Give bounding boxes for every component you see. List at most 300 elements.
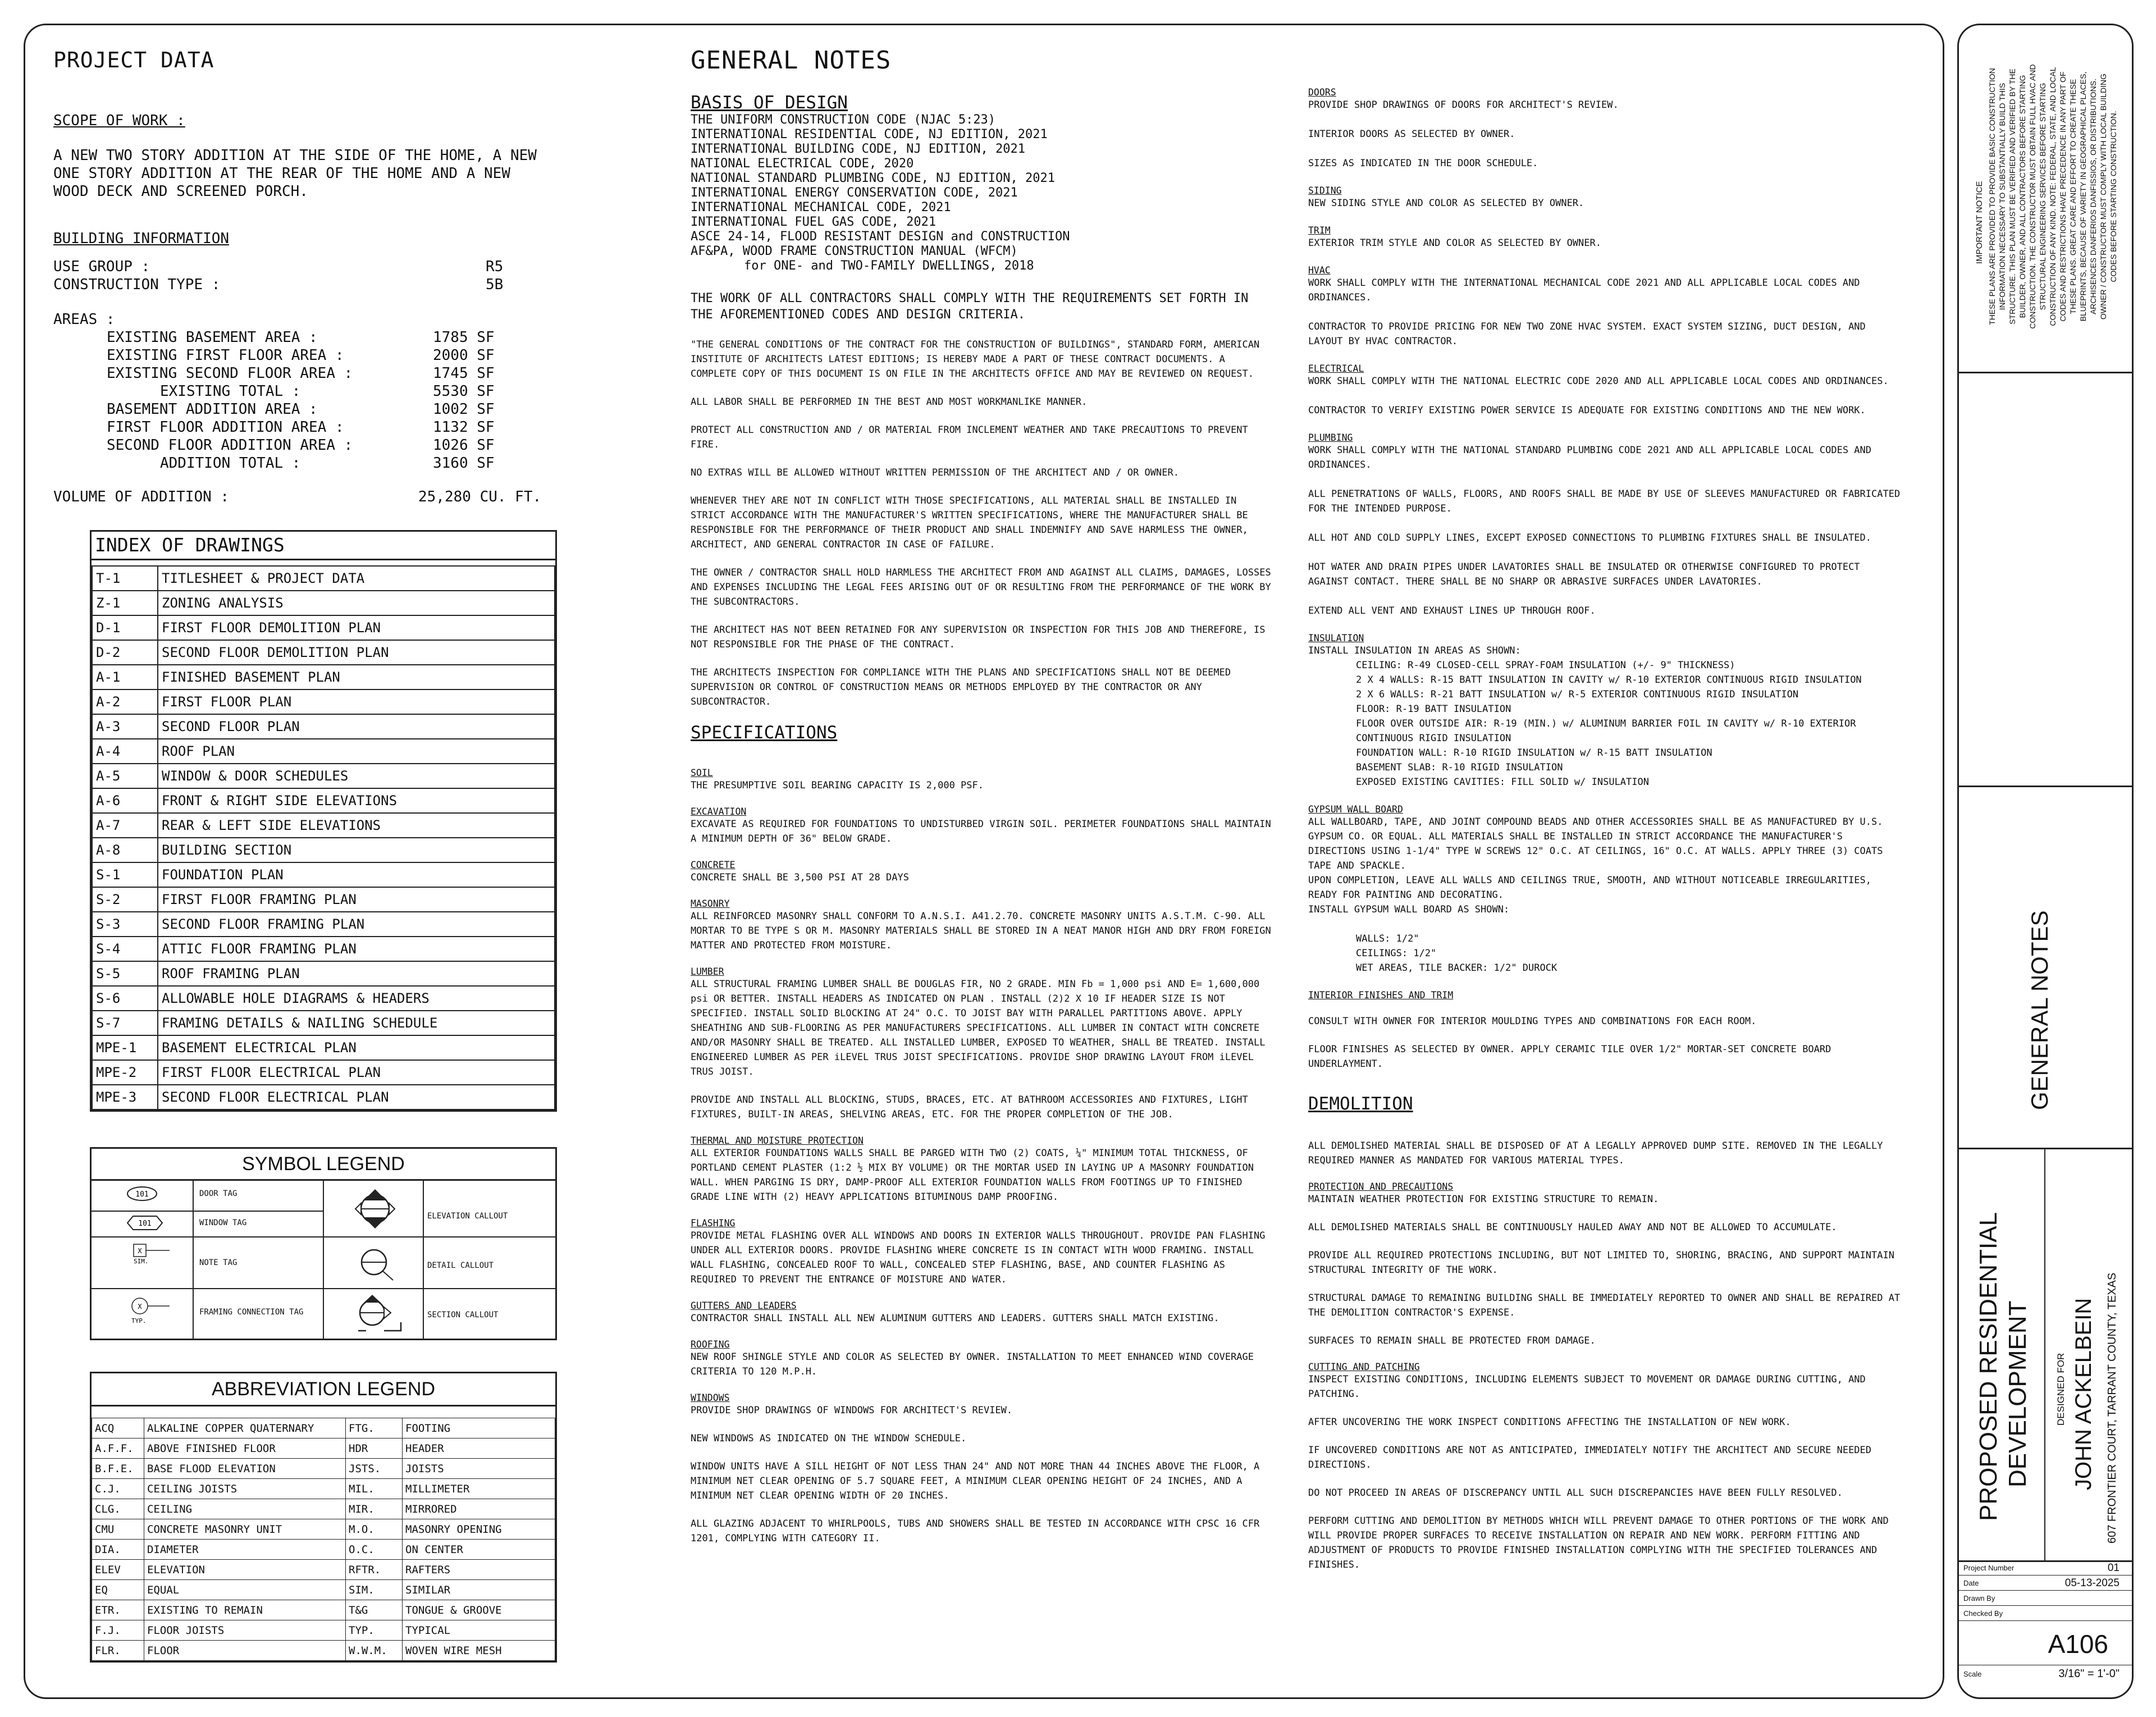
abbreviation-meaning: BASE FLOOD ELEVATION xyxy=(144,1459,346,1479)
abbreviation-meaning: CEILING xyxy=(144,1499,346,1519)
area-value: 1745 SF xyxy=(433,365,495,382)
sheet-title: GENERAL NOTES xyxy=(2026,910,2053,1110)
area-value: 3160 SF xyxy=(433,455,495,472)
area-label: SECOND FLOOR ADDITION AREA : xyxy=(107,437,353,454)
abbreviation-table xyxy=(92,1418,555,1661)
code-line: THE UNIFORM CONSTRUCTION CODE (NJAC 5:23) xyxy=(691,113,996,127)
area-label: EXISTING SECOND FLOOR AREA : xyxy=(107,365,353,382)
abbreviation-code: FTG. xyxy=(346,1418,403,1439)
code-line: NATIONAL ELECTRICAL CODE, 2020 xyxy=(691,157,914,171)
trade-note-section xyxy=(1308,225,1901,250)
index-row xyxy=(92,739,555,764)
index-row xyxy=(92,665,555,689)
abbreviation-code: DIA. xyxy=(92,1540,144,1560)
trade-text: HOT WATER AND DRAIN PIPES UNDER LAVATORIES SHALL BE INSULATED OR OTHERWISE CONFIGURED TO PROTECT AGAINST CONTACT. THERE SHALL BE NO SHARP OR ABRASIVE SURFACES UNDER LAVATORIES. xyxy=(1308,561,1860,587)
demolition-note-section xyxy=(1308,1220,1901,1235)
area-row xyxy=(53,454,559,472)
trade-text: CONTRACTOR TO PROVIDE PRICING FOR NEW TWO ZONE HVAC SYSTEM. EXACT SYSTEM SIZING, DUCT DESIGN, AND LAYOUT BY HVAC CONTRACTOR. xyxy=(1308,321,1866,347)
gypsum-heading: GYPSUM WALL BOARD xyxy=(1308,804,1403,815)
construction-type-value: 5B xyxy=(486,276,504,293)
demolition-note-section xyxy=(1308,1514,1901,1572)
trade-text: ALL HOT AND COLD SUPPLY LINES, EXCEPT EXPOSED CONNECTIONS TO PLUMBING FIXTURES SHALL BE INSULATED. xyxy=(1308,532,1872,544)
area-row xyxy=(53,400,559,418)
abbreviation-row xyxy=(92,1459,555,1479)
sheet-title-panel xyxy=(1959,786,2132,1149)
note-tag-sim: SIM. xyxy=(134,1258,149,1264)
abbreviation-row xyxy=(92,1499,555,1519)
spec-section xyxy=(691,1339,1275,1379)
spec-heading: SOIL xyxy=(691,768,713,778)
spec-section xyxy=(691,768,1275,793)
index-sheet-title: SECOND FLOOR FRAMING PLAN xyxy=(158,912,555,937)
index-sheet-number: A-5 xyxy=(92,764,158,788)
index-sheet-number: A-4 xyxy=(92,739,158,764)
trade-text: PROVIDE SHOP DRAWINGS OF DOORS FOR ARCHITECT'S REVIEW. xyxy=(1308,99,1619,111)
abbreviation-meaning: MILLIMETER xyxy=(403,1479,555,1499)
index-sheet-title: ALLOWABLE HOLE DIAGRAMS & HEADERS xyxy=(158,986,555,1011)
drawn-by-row xyxy=(1959,1591,2132,1606)
area-value: 1132 SF xyxy=(433,419,495,436)
use-group-value: R5 xyxy=(486,258,504,275)
trade-text: ALL PENETRATIONS OF WALLS, FLOORS, AND ROOFS SHALL BE MADE BY USE OF SLEEVES MANUFACTURED OR FABRICATED FOR THE INTENDED PURPOSE. xyxy=(1308,488,1901,514)
code-line: INTERNATIONAL ENERGY CONSERVATION CODE, 2021 xyxy=(691,186,1018,200)
abbreviation-code: B.F.E. xyxy=(92,1459,144,1479)
index-sheet-title: SECOND FLOOR ELECTRICAL PLAN xyxy=(158,1085,555,1109)
abbreviation-code: RFTR. xyxy=(346,1560,403,1580)
general-note-paragraph: ALL LABOR SHALL BE PERFORMED IN THE BEST AND MOST WORKMANLIKE MANNER. xyxy=(691,396,1088,408)
demolition-note-section xyxy=(1308,1248,1901,1277)
gypsum-text-2: UPON COMPLETION, LEAVE ALL WALLS AND CEILINGS TRUE, SMOOTH, AND WITHOUT NOTICEABLE IRREGULARITIES, READY FOR PAINTING AND DECORATING. xyxy=(1308,875,1872,901)
code-line: INTERNATIONAL RESIDENTIAL CODE, NJ EDITION, 2021 xyxy=(691,127,1048,141)
demolition-text: SURFACES TO REMAIN SHALL BE PROTECTED FROM DAMAGE. xyxy=(1308,1335,1596,1346)
index-sheet-title: SECOND FLOOR PLAN xyxy=(158,714,555,739)
abbreviation-code: ETR. xyxy=(92,1600,144,1620)
project-address: 607 FRONTIER COURT, TARRANT COUNTY, TEXAS xyxy=(2106,1272,2118,1544)
framing-connection-tag-icon xyxy=(122,1295,173,1334)
index-sheet-title: ATTIC FLOOR FRAMING PLAN xyxy=(158,937,555,961)
index-sheet-title: FIRST FLOOR PLAN xyxy=(158,689,555,714)
insulation-item: FLOOR OVER OUTSIDE AIR: R-19 (MIN.) w/ ALUMINUM BARRIER FOIL IN CAVITY w/ R-10 EXTERIOR xyxy=(1356,718,1856,729)
gypsum-text-3: INSTALL GYPSUM WALL BOARD AS SHOWN: xyxy=(1308,904,1510,915)
spec-heading: CONCRETE xyxy=(691,860,736,870)
abbreviation-code: C.J. xyxy=(92,1479,144,1499)
abbreviation-meaning: TONGUE & GROOVE xyxy=(403,1600,555,1620)
notice-line: STRUCTURAL ENGINEERING SERVICES BEFORE STARTING xyxy=(2038,83,2047,310)
code-line: NATIONAL STANDARD PLUMBING CODE, NJ EDITION, 2021 xyxy=(691,171,1056,185)
gypsum-items xyxy=(1308,931,1901,975)
checked-by-row xyxy=(1959,1606,2132,1621)
trade-text: NEW SIDING STYLE AND COLOR AS SELECTED BY OWNER. xyxy=(1308,198,1584,209)
volume-value: 25,280 CU. FT. xyxy=(418,488,542,505)
abbreviation-meaning: EXISTING TO REMAIN xyxy=(144,1600,346,1620)
index-row xyxy=(92,887,555,912)
area-row xyxy=(53,328,559,346)
spec-section xyxy=(691,1517,1275,1546)
abbreviation-meaning: ON CENTER xyxy=(403,1540,555,1560)
abbreviation-row xyxy=(92,1479,555,1499)
spec-text: CONCRETE SHALL BE 3,500 PSI AT 28 DAYS xyxy=(691,872,909,883)
abbreviation-meaning: CEILING JOISTS xyxy=(144,1479,346,1499)
gypsum-text: ALL WALLBOARD, TAPE, AND JOINT COMPOUND BEADS AND OTHER ACCESSORIES SHALL BE AS MANUFACTURED BY U.S. GYPSUM CO. OR EQUAL. ALL MATERIALS SHALL BE INSTALLED IN STRICT ACCORDANCE THE MANUFACTURER'S DIRECTIONS USING 1-1/4" TYPE W SCREWS 12" O.C. AT CEILINGS, 16" O.C. AT WALLS. APPLY THREE (3) COATS TAPE AND SPACKLE. xyxy=(1308,816,1883,871)
note-tag-letter: X xyxy=(138,1247,142,1255)
index-row xyxy=(92,1060,555,1085)
checked-by-label: Checked By xyxy=(1963,1609,2003,1618)
abbreviation-code: O.C. xyxy=(346,1540,403,1560)
abbreviation-meaning: EQUAL xyxy=(144,1580,346,1600)
index-title: INDEX OF DRAWINGS xyxy=(92,532,555,560)
insulation-heading: INSULATION xyxy=(1308,633,1364,643)
index-sheet-title: FINISHED BASEMENT PLAN xyxy=(158,665,555,689)
abbreviation-code: CMU xyxy=(92,1519,144,1540)
abbreviation-meaning: CONCRETE MASONRY UNIT xyxy=(144,1519,346,1540)
client-name: JOHN ACKELBEIN xyxy=(2071,1298,2096,1490)
abbreviation-meaning: TYPICAL xyxy=(403,1620,555,1641)
trade-heading: ELECTRICAL xyxy=(1308,363,1364,374)
general-note-paragraph: PROTECT ALL CONSTRUCTION AND / OR MATERIAL FROM INCLEMENT WEATHER AND TAKE PRECAUTIONS TO PREVENT FIRE. xyxy=(691,424,1248,450)
demolition-text: IF UNCOVERED CONDITIONS ARE NOT AS ANTICIPATED, IMMEDIATELY NOTIFY THE ARCHITECT AND SECURE NEEDED DIRECTIONS. xyxy=(1308,1445,1872,1471)
abbreviation-row xyxy=(92,1540,555,1560)
code-line: INTERNATIONAL FUEL GAS CODE, 2021 xyxy=(691,215,937,229)
insulation-item: CEILING: R-49 CLOSED-CELL SPRAY-FOAM INSULATION (+/- 9" THICKNESS) xyxy=(1356,660,1735,671)
demolition-note-section xyxy=(1308,1486,1901,1500)
project-panel xyxy=(1959,1148,2132,1562)
trade-note-section xyxy=(1308,531,1901,545)
abbreviation-code: EQ xyxy=(92,1580,144,1600)
spec-text: ALL STRUCTURAL FRAMING LUMBER SHALL BE DOUGLAS FIR, NO 2 GRADE. MIN Fb = 1,000 psi AND E= 1,600,000 psi OR BETTER. INSTALL HEADERS AS INDICATED ON PLAN . INSTALL (2)2 X 10 IF HEADER SIZE IS NOT SPECIFIED. INSTALL SOLID BLOCKING AT 24" O.C. TO JOIST BAY WITH PARALLEL PARTITIONS ABOVE. APPLY SHEATHING AND SUB-FLOORING AS PER MANUFACTURERS SPECIFICATIONS. ALL LUMBER IN CONTACT WITH CONCRETE AND/OR MASONRY SHALL BE TREATED. ALL INSTALLED LUMBER, EXPOSED TO WEATHER, SHALL BE TREATED. INSTALL ENGINEERED LUMBER AS PER iLEVEL TRUS JOIST SPECIFICATIONS. PROVIDE SHOP DRAWING LAYOUT FROM iLEVEL TRUS JOIST. xyxy=(691,979,1266,1077)
notice-line: THESE PLANS ARE PROVIDED TO PROVIDE BASIC CONSTRUCTION xyxy=(1988,68,1997,325)
section-callout-label: SECTION CALLOUT xyxy=(427,1310,499,1319)
symbol-legend-title: SYMBOL LEGEND xyxy=(92,1149,555,1181)
abbreviation-code: MIL. xyxy=(346,1479,403,1499)
note-tag-label: NOTE TAG xyxy=(199,1258,237,1267)
index-row xyxy=(92,986,555,1011)
sheet-number-row xyxy=(1959,1621,2132,1665)
area-value: 1785 SF xyxy=(433,329,495,346)
demolition-note-section xyxy=(1308,1181,1901,1207)
index-row xyxy=(92,912,555,937)
abbreviation-code: ACQ xyxy=(92,1418,144,1439)
spec-section xyxy=(691,898,1275,953)
trade-note-section xyxy=(1308,560,1901,589)
area-row xyxy=(53,346,559,364)
spec-section xyxy=(691,860,1275,885)
index-row xyxy=(92,1085,555,1109)
area-label: EXISTING FIRST FLOOR AREA : xyxy=(107,347,344,364)
trade-text: WORK SHALL COMPLY WITH THE NATIONAL STANDARD PLUMBING CODE 2021 AND ALL APPLICABLE LOCAL CODES AND ORDINANCES. xyxy=(1308,445,1872,471)
door-tag-label: DOOR TAG xyxy=(199,1189,237,1198)
index-sheet-number: S-6 xyxy=(92,986,158,1011)
index-sheet-number: A-2 xyxy=(92,689,158,714)
interior-finishes-heading: INTERIOR FINISHES AND TRIM xyxy=(1308,990,1454,1001)
insulation-items xyxy=(1308,658,1901,789)
trade-text: CONTRACTOR TO VERIFY EXISTING POWER SERVICE IS ADEQUATE FOR EXISTING CONDITIONS AND THE NEW WORK. xyxy=(1308,405,1866,416)
door-tag-number: 101 xyxy=(135,1190,149,1199)
framing-tag-letter: X xyxy=(138,1303,142,1310)
index-sheet-number: S-2 xyxy=(92,887,158,912)
window-tag-label: WINDOW TAG xyxy=(199,1218,247,1227)
demolition-subheading: CUTTING AND PATCHING xyxy=(1308,1362,1420,1372)
area-row xyxy=(53,382,559,400)
notice-line: THESE PLANS. GREAT CARE AND EFFORT TO CREATE THESE xyxy=(2068,79,2077,314)
notice-line: BLUEPRINTS, BECAUSE OF VARIETY IN GEOGRAPHICAL PLACES, xyxy=(2079,71,2088,322)
spec-text: WINDOW UNITS HAVE A SILL HEIGHT OF NOT LESS THAN 24" AND NOT MORE THAN 44 INCHES ABOVE THE FLOOR, A MINIMUM NET CLEAR OPENING OF 5.7 SQUARE FEET, A MINIMUM CLEAR OPENING HEIGHT OF 24 INCHES, AND A MINIMUM NET CLEAR OPENING WIDTH OF 20 INCHES. xyxy=(691,1461,1260,1501)
index-row xyxy=(92,714,555,739)
trade-note-section xyxy=(1308,432,1901,472)
trade-note-section xyxy=(1308,403,1901,418)
index-sheet-number: A-1 xyxy=(92,665,158,689)
abbreviation-legend xyxy=(90,1372,557,1663)
demolition-heading: DEMOLITION xyxy=(1308,1094,1413,1114)
spec-section xyxy=(691,1218,1275,1287)
demolition-text: PROVIDE ALL REQUIRED PROTECTIONS INCLUDING, BUT NOT LIMITED TO, SHORING, BRACING, AND SUPPORT MAINTAIN STRUCTURAL INTEGRITY OF THE WORK. xyxy=(1308,1250,1894,1276)
trade-note-section xyxy=(1308,604,1901,618)
drawn-by-label: Drawn By xyxy=(1963,1594,1995,1602)
area-value: 2000 SF xyxy=(433,347,495,364)
abbreviation-row xyxy=(92,1600,555,1620)
abbreviation-row xyxy=(92,1439,555,1459)
spec-section xyxy=(691,1431,1275,1446)
construction-type-label: CONSTRUCTION TYPE : xyxy=(53,276,221,293)
index-sheet-title: FRAMING DETAILS & NAILING SCHEDULE xyxy=(158,1011,555,1035)
right-notes-column xyxy=(1308,87,1901,1586)
spec-heading: GUTTERS AND LEADERS xyxy=(691,1300,797,1311)
project-number-value: 01 xyxy=(2107,1562,2120,1574)
insulation-item: CONTINUOUS RIGID INSULATION xyxy=(1356,733,1511,744)
abbreviation-meaning: FOOTING xyxy=(403,1418,555,1439)
demolition-intro: ALL DEMOLISHED MATERIAL SHALL BE DISPOSED OF AT A LEGALLY APPROVED DUMP SITE. REMOVED IN THE LEGALLY REQUIRED MANNER AS MANDATED FOR VARIOUS MATERIAL TYPES. xyxy=(1308,1140,1883,1166)
notice-line: CONSTRUCTION OF ANY KIND. NOTE: FEDERAL, STATE, AND LOCAL xyxy=(2048,67,2057,326)
trade-text: EXTEND ALL VENT AND EXHAUST LINES UP THROUGH ROOF. xyxy=(1308,605,1596,617)
trade-note-section xyxy=(1308,265,1901,305)
index-sheet-number: A-3 xyxy=(92,714,158,739)
insulation-item: BASEMENT SLAB: R-10 RIGID INSULATION xyxy=(1356,762,1563,773)
trade-note-section xyxy=(1308,319,1901,349)
index-row xyxy=(92,813,555,838)
insulation-item: FOUNDATION WALL: R-10 RIGID INSULATION w/ R-15 BATT INSULATION xyxy=(1356,747,1712,759)
use-group-row xyxy=(53,258,559,276)
general-note-paragraph: THE OWNER / CONTRACTOR SHALL HOLD HARMLESS THE ARCHITECT FROM AND AGAINST ALL CLAIMS, DAMAGES, LOSSES AND EXPENSES INCLUDING THE LEGAL FEES ARISING OUT OF OR RESULTING FROM THE PERFORMANCE OF THE WORK BY THE SUBCONTRACTORS. xyxy=(691,567,1271,608)
abbreviation-meaning: MIRRORED xyxy=(403,1499,555,1519)
index-sheet-number: A-6 xyxy=(92,788,158,813)
demolition-text: DO NOT PROCEED IN AREAS OF DISCREPANCY UNTIL ALL SUCH DISCREPANCIES HAVE BEEN FULLY RESOLVED. xyxy=(1308,1487,1843,1499)
spec-section xyxy=(691,806,1275,846)
notice-line: OWNER / CONSTRUCTOR MUST COMPLY WITH LOCAL BUILDING xyxy=(2099,74,2108,319)
trade-note-section xyxy=(1308,363,1901,389)
code-line: INTERNATIONAL BUILDING CODE, NJ EDITION, 2021 xyxy=(691,142,1026,156)
spec-text: PROVIDE AND INSTALL ALL BLOCKING, STUDS, BRACES, ETC. AT BATHROOM ACCESSORIES AND FIXTURES, LIGHT FIXTURES, BUILT-IN AREAS, SHELVING AREAS, ETC. FOR THE PROPER COMPLETION OF THE JOB. xyxy=(691,1094,1248,1120)
area-label: BASEMENT ADDITION AREA : xyxy=(107,401,318,418)
index-sheet-title: BUILDING SECTION xyxy=(158,838,555,862)
index-row xyxy=(92,937,555,961)
trade-note-section xyxy=(1308,127,1901,141)
index-sheet-title: FIRST FLOOR FRAMING PLAN xyxy=(158,887,555,912)
abbreviation-code: JSTS. xyxy=(346,1459,403,1479)
index-sheet-title: ZONING ANALYSIS xyxy=(158,591,555,615)
general-note-paragraph: THE ARCHITECT HAS NOT BEEN RETAINED FOR ANY SUPERVISION OR INSPECTION FOR THIS JOB AND THEREFORE, IS NOT RESPONSIBLE FOR THE PHASE OF THE CONTRACT. xyxy=(691,624,1266,650)
index-sheet-title: BASEMENT ELECTRICAL PLAN xyxy=(158,1035,555,1060)
index-sheet-number: A-8 xyxy=(92,838,158,862)
general-note-paragraph: NO EXTRAS WILL BE ALLOWED WITHOUT WRITTEN PERMISSION OF THE ARCHITECT AND / OR OWNER. xyxy=(691,467,1179,478)
index-row xyxy=(92,640,555,665)
index-row xyxy=(92,591,555,615)
spec-section xyxy=(691,1459,1275,1503)
designed-for-label: DESIGNED FOR xyxy=(2055,1353,2066,1426)
abbreviation-row xyxy=(92,1560,555,1580)
scope-heading: SCOPE OF WORK : xyxy=(53,112,185,129)
general-notes-column xyxy=(691,46,1275,1559)
demolition-note-section xyxy=(1308,1291,1901,1320)
notice-line: ARCHISENCES DANFERIOS DANFISSIOS, OR DISTRIBUTIONS. xyxy=(2089,78,2098,315)
index-row xyxy=(92,764,555,788)
demolition-text: MAINTAIN WEATHER PROTECTION FOR EXISTING STRUCTURE TO REMAIN. xyxy=(1308,1194,1659,1205)
notice-text xyxy=(1987,45,2118,348)
index-sheet-title: FOUNDATION PLAN xyxy=(158,862,555,887)
spec-text: PROVIDE SHOP DRAWINGS OF WINDOWS FOR ARCHITECT'S REVIEW. xyxy=(691,1405,1013,1416)
code-line: ASCE 24-14, FLOOD RESISTANT DESIGN and CONSTRUCTION xyxy=(691,230,1070,244)
abbreviation-code: T&G xyxy=(346,1600,403,1620)
abbreviation-row xyxy=(92,1580,555,1600)
trade-heading: TRIM xyxy=(1308,225,1331,236)
trade-text: INTERIOR DOORS AS SELECTED BY OWNER. xyxy=(1308,129,1515,140)
project-title-line-2: DEVELOPMENT xyxy=(2004,1300,2031,1487)
index-row xyxy=(92,788,555,813)
index-table xyxy=(92,565,555,1110)
spec-section xyxy=(691,1392,1275,1418)
index-sheet-number: S-3 xyxy=(92,912,158,937)
date-row xyxy=(1959,1576,2132,1591)
window-tag-number: 101 xyxy=(138,1220,152,1228)
door-tag-icon xyxy=(125,1185,159,1203)
general-note-paragraph: WHENEVER THEY ARE NOT IN CONFLICT WITH THOSE SPECIFICATIONS, ALL MATERIAL SHALL BE INSTALLED IN STRICT ACCORDANCE WITH THE MANUFACTURER'S WRITTEN SPECIFICATIONS, WHERE THE MANUFACTURER SHALL BE RESPONSIBLE FOR THE PERFORMANCE OF THEIR PRODUCT AND SHALL INDEMNIFY AND SAVE HARMLESS THE OWNER, ARCHITECT, AND GENERAL CONTRACTOR IN CASE OF FAILURE. xyxy=(691,495,1248,550)
areas-list xyxy=(53,328,559,472)
abbreviation-meaning: RAFTERS xyxy=(403,1560,555,1580)
abbreviation-code: F.J. xyxy=(92,1620,144,1641)
date-value: 05-13-2025 xyxy=(2064,1577,2120,1589)
abbreviation-meaning: DIAMETER xyxy=(144,1540,346,1560)
abbreviation-meaning: HEADER xyxy=(403,1439,555,1459)
abbreviation-code: HDR xyxy=(346,1439,403,1459)
trade-heading: SIDING xyxy=(1308,185,1342,196)
window-tag-icon xyxy=(125,1214,165,1232)
demolition-text: INSPECT EXISTING CONDITIONS, INCLUDING ELEMENTS SUBJECT TO MOVEMENT OR DAMAGE DURING CUTTING, AND PATCHING. xyxy=(1308,1374,1866,1400)
construction-type-row xyxy=(53,276,559,294)
abbreviation-code: SIM. xyxy=(346,1580,403,1600)
area-row xyxy=(53,418,559,436)
sheet-number: A106 xyxy=(2048,1629,2108,1659)
index-sheet-number: T-1 xyxy=(92,566,158,591)
area-label: EXISTING BASEMENT AREA : xyxy=(107,329,318,346)
area-value: 1026 SF xyxy=(433,437,495,454)
index-sheet-number: A-7 xyxy=(92,813,158,838)
index-sheet-number: S-1 xyxy=(92,862,158,887)
area-label: EXISTING TOTAL : xyxy=(160,383,301,400)
demolition-text: ALL DEMOLISHED MATERIALS SHALL BE CONTINUOUSLY HAULED AWAY AND NOT BE ALLOWED TO ACCUMULATE. xyxy=(1308,1222,1837,1233)
general-note-paragraph: THE ARCHITECTS INSPECTION FOR COMPLIANCE WITH THE PLANS AND SPECIFICATIONS SHALL NOT BE DEEMED SUPERVISION OR CONTROL OF CONSTRUCTION MEANS OR METHODS EMPLOYED BY THE CONTRACTOR OR ANY SUBCONTRACTOR. xyxy=(691,667,1231,707)
scale-row xyxy=(1959,1665,2132,1682)
index-sheet-number: D-1 xyxy=(92,615,158,640)
specifications-heading: SPECIFICATIONS xyxy=(691,723,838,743)
interior-finishes-1: CONSULT WITH OWNER FOR INTERIOR MOULDING TYPES AND COMBINATIONS FOR EACH ROOM. xyxy=(1308,1016,1757,1027)
notice-line: STRUCTURE. THIS PLAN MUST BE VERIFIED AND VERIFIED BY THE xyxy=(2008,69,2017,325)
index-sheet-title: REAR & LEFT SIDE ELEVATIONS xyxy=(158,813,555,838)
notice-line: INFORMATION NECESSARY TO SUBSTANTIALLY BUILD THIS xyxy=(1998,83,2007,310)
index-row xyxy=(92,1011,555,1035)
date-label: Date xyxy=(1963,1579,1979,1587)
index-sheet-number: S-5 xyxy=(92,961,158,986)
gypsum-item: WALLS: 1/2" xyxy=(1356,933,1419,944)
index-row xyxy=(92,566,555,591)
index-sheet-number: S-7 xyxy=(92,1011,158,1035)
scope-text: A NEW TWO STORY ADDITION AT THE SIDE OF THE HOME, A NEW ONE STORY ADDITION AT THE REAR OF THE HOME AND A NEW WOOD DECK AND SCREENED PORCH. xyxy=(53,147,537,200)
abbreviation-meaning: FLOOR xyxy=(144,1641,346,1661)
elevation-callout-label: ELEVATION CALLOUT xyxy=(427,1212,508,1221)
trade-heading: PLUMBING xyxy=(1308,432,1353,443)
index-sheet-number: MPE-1 xyxy=(92,1035,158,1060)
notice-line: CONSTRUCTION. THE CONSTRUCTOR MUST OBTAIN FULL HVAC AND xyxy=(2028,64,2037,329)
abbreviation-legend-title: ABBREVIATION LEGEND xyxy=(92,1373,555,1407)
codes-list xyxy=(691,113,1275,259)
use-group-label: USE GROUP : xyxy=(53,258,150,275)
project-info-rows xyxy=(1959,1560,2132,1682)
spec-section xyxy=(691,1093,1275,1122)
spec-text: EXCAVATE AS REQUIRED FOR FOUNDATIONS TO UNDISTURBED VIRGIN SOIL. PERIMETER FOUNDATIONS SHALL MAINTAIN A MINIMUM DEPTH OF 36" BELOW GRADE. xyxy=(691,819,1271,844)
area-value: 1002 SF xyxy=(433,401,495,418)
code-line: AF&PA, WOOD FRAME CONSTRUCTION MANUAL (WFCM) xyxy=(691,244,1018,258)
project-number-row xyxy=(1959,1560,2132,1576)
codes-last-line: for ONE- and TWO-FAMILY DWELLINGS, 2018 xyxy=(744,259,1034,273)
detail-callout-label: DETAIL CALLOUT xyxy=(427,1261,494,1270)
index-row xyxy=(92,838,555,862)
index-row xyxy=(92,615,555,640)
demolition-note-section xyxy=(1308,1362,1901,1401)
spec-text: THE PRESUMPTIVE SOIL BEARING CAPACITY IS 2,000 PSF. xyxy=(691,780,984,791)
abbreviation-row xyxy=(92,1620,555,1641)
abbreviation-row xyxy=(92,1641,555,1661)
index-sheet-number: S-4 xyxy=(92,937,158,961)
gypsum-item: CEILINGS: 1/2" xyxy=(1356,948,1437,959)
spec-text: NEW WINDOWS AS INDICATED ON THE WINDOW SCHEDULE. xyxy=(691,1433,967,1444)
spec-text: ALL GLAZING ADJACENT TO WHIRLPOOLS, TUBS AND SHOWERS SHALL BE TESTED IN ACCORDANCE WITH CPSC 16 CFR 1201, COMPLYING WITH CATEGORY II. xyxy=(691,1518,1260,1544)
index-sheet-title: ROOF PLAN xyxy=(158,739,555,764)
demolition-text: AFTER UNCOVERING THE WORK INSPECT CONDITIONS AFFECTING THE INSTALLATION OF NEW WORK. xyxy=(1308,1417,1791,1428)
notice-line: BUILDER, OWNER, AND ALL CONTRACTORS BEFORE STARTING xyxy=(2018,75,2027,318)
project-number-label: Project Number xyxy=(1963,1564,2015,1572)
area-label: FIRST FLOOR ADDITION AREA : xyxy=(107,419,344,436)
index-sheet-number: MPE-2 xyxy=(92,1060,158,1085)
demolition-subheading: PROTECTION AND PRECAUTIONS xyxy=(1308,1181,1454,1192)
framing-tag-typ: TYP. xyxy=(131,1317,147,1325)
general-note-paragraph: "THE GENERAL CONDITIONS OF THE CONTRACT FOR THE CONSTRUCTION OF BUILDINGS", STANDARD FORM, AMERICAN INSTITUTE OF ARCHITECTS LATEST EDITIONS; IS HEREBY MADE A PART OF THESE CONTRACT DOCUMENTS. A COMPLETE COPY OF THIS DOCUMENT IS ON FILE IN THE ARCHITECTS OFFICE AND MAY BE REVIEWED ON REQUEST. xyxy=(691,339,1260,380)
code-line: INTERNATIONAL MECHANICAL CODE, 2021 xyxy=(691,200,951,214)
scale-value: 3/16" = 1'-0" xyxy=(2058,1668,2120,1680)
detail-callout-icon xyxy=(353,1243,398,1284)
volume-row xyxy=(53,488,559,506)
index-sheet-title: FRONT & RIGHT SIDE ELEVATIONS xyxy=(158,788,555,813)
trade-text: SIZES AS INDICATED IN THE DOOR SCHEDULE. xyxy=(1308,158,1538,169)
abbreviation-code: TYP. xyxy=(346,1620,403,1641)
title-block xyxy=(1957,24,2134,1699)
basis-intro: THE WORK OF ALL CONTRACTORS SHALL COMPLY WITH THE REQUIREMENTS SET FORTH IN THE AFOREMENTIONED CODES AND DESIGN CRITERIA. xyxy=(691,291,1249,322)
abbreviation-meaning: ABOVE FINISHED FLOOR xyxy=(144,1439,346,1459)
index-sheet-title: FIRST FLOOR DEMOLITION PLAN xyxy=(158,615,555,640)
spec-text: ALL REINFORCED MASONRY SHALL CONFORM TO A.N.S.I. A41.2.70. CONCRETE MASONRY UNITS A.S.T.M. C-90. ALL MORTAR TO BE TYPE S OR M. MASONRY MATERIALS SHALL BE STORED IN A NEAT MANOR HIGH AND DRY FROM FOREIGN MATTER AND PROTECTED FROM MOISTURE. xyxy=(691,911,1271,951)
abbreviation-code: W.W.M. xyxy=(346,1641,403,1661)
gypsum-item: WET AREAS, TILE BACKER: 1/2" DUROCK xyxy=(1356,962,1557,974)
trade-note-section xyxy=(1308,487,1901,516)
index-row xyxy=(92,1035,555,1060)
abbreviation-meaning: ELEVATION xyxy=(144,1560,346,1580)
demolition-text: PERFORM CUTTING AND DEMOLITION BY METHODS WHICH WILL PREVENT DAMAGE TO OTHER PORTIONS OF THE WORK AND WILL PROVIDE PROPER SURFACES TO RECEIVE INSTALLATION ON REPAIR AND NEW WORK. PERFORM FITTING AND ADJUSTMENT OF PRODUCTS TO PROVIDE FINISHED INSTALLATION COMPLYING WITH THE SPECIFIED TOLERANCES AND FINISHES. xyxy=(1308,1515,1889,1570)
